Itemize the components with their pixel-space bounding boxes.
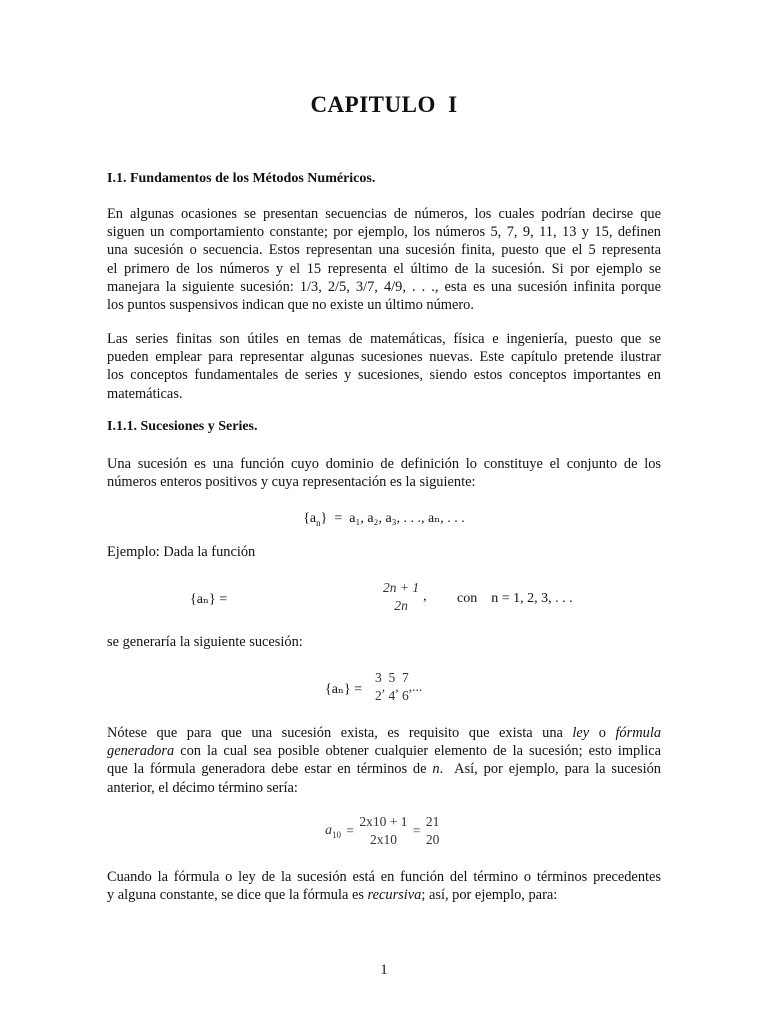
function-condition: con n = 1, 2, 3, . . . <box>457 591 573 606</box>
text-line: En algunas ocasiones se presentan secuencias de números, los cuales podrían decirse que <box>107 206 661 222</box>
sequence-lhs-close: } = <box>320 511 350 526</box>
fraction-denominator: 20 <box>425 832 440 847</box>
text-line <box>107 742 661 760</box>
fraction-numerator: 3 <box>375 670 382 685</box>
text-line: Las series finitas son útiles en temas de matemáticas, física e ingeniería, puesto que se <box>107 331 661 347</box>
emphasis-ley: ley <box>572 725 590 741</box>
fraction <box>402 670 409 704</box>
fraction-denominator: 2n <box>394 598 408 613</box>
ellipsis: ,... <box>408 679 423 694</box>
fraction-numerator: 2n + 1 <box>383 580 420 595</box>
text-line: los conceptos fundamentales de series y sucesiones, siendo estos conceptos importantes en <box>107 367 661 384</box>
text-line: el primero de los números y el 15 representa el último de la sucesión. Si por ejemplo se <box>107 260 661 277</box>
text-line: pueden emplear para representar algunas sucesiones nuevas. Este capítulo pretende ilustrar <box>107 349 661 366</box>
text-line <box>107 724 661 742</box>
separator: , <box>395 679 399 694</box>
emphasis-recursiva: recursiva <box>367 887 422 904</box>
tenth-term-formula <box>325 814 439 848</box>
emphasis-generadora: generadora <box>107 743 175 760</box>
text-line: Una sucesión es una función cuyo dominio de definición lo constituye el conjunto de los <box>107 456 661 472</box>
series-paragraph <box>107 330 661 403</box>
text-fragment: ; así, por ejemplo, para: <box>421 887 558 904</box>
equals-sign: = <box>346 823 354 838</box>
generated-text: se generaría la siguiente sucesión: <box>107 634 303 650</box>
fraction <box>383 580 419 614</box>
sequence-lhs: {a <box>303 511 317 526</box>
function-lhs: {aₙ} = <box>190 592 228 607</box>
text-line: manejara la siguiente sucesión: 1/3, 2/5, 3/7, 4/9, . . ., esta es una sucesión infinita porque <box>107 278 661 295</box>
recursive-paragraph <box>107 868 661 904</box>
sequence-rhs: a₁, a₂, a₃, . . ., aₙ, . . . <box>349 511 465 526</box>
separator: , <box>381 679 386 694</box>
generated-lhs: {aₙ} = <box>325 682 363 697</box>
term-symbol: a <box>325 823 332 838</box>
text-fragment: que la fórmula generadora debe estar en términos de <box>107 761 433 778</box>
fraction-numerator: 5 <box>388 670 396 685</box>
fraction-numerator: 7 <box>402 670 409 685</box>
text-line: los puntos suspensivos indican que no existe un último número. <box>107 297 474 314</box>
sequence-definition <box>0 510 768 528</box>
fraction-trailing-comma: , <box>423 589 427 604</box>
fraction-denominator: 6 <box>402 688 409 703</box>
section-heading: I.1. Fundamentos de los Métodos Numéricos. <box>107 171 376 186</box>
text-line: Cuando la fórmula o ley de la sucesión está en función del término o términos precedentes <box>107 869 661 885</box>
fraction <box>375 670 382 704</box>
intro-paragraph <box>107 205 661 314</box>
fraction <box>359 814 407 848</box>
text-line: números enteros positivos y cuya representación es la siguiente: <box>107 474 476 491</box>
text-line: anterior, el décimo término sería: <box>107 779 298 796</box>
text-fragment: Nótese que para que una sucesión exista, es requisito que exista una <box>107 725 573 741</box>
fraction-denominator: 4 <box>388 688 396 703</box>
formula-paragraph <box>107 724 661 797</box>
fraction-denominator: 2 <box>375 688 382 703</box>
text-line: siguen un comportamiento constante; por ejemplo, los números 5, 7, 9, 11, 13 y 15, definen <box>107 224 661 241</box>
equals-sign: = <box>412 823 421 838</box>
fraction-numerator: 21 <box>425 814 440 829</box>
subsection-heading: I.1.1. Sucesiones y Series. <box>107 419 258 434</box>
text-line: una sucesión o secuencia. Estos representan una sucesión finita, puesto que el 5 representa <box>107 242 661 259</box>
page-number: 1 <box>380 962 388 978</box>
text-fragment: o <box>589 725 616 741</box>
sequence-lhs-subscript: n <box>316 517 321 528</box>
generated-sequence <box>375 670 422 704</box>
fraction <box>426 814 440 848</box>
text-line: matemáticas. <box>107 385 183 402</box>
text-fragment: . Así, por ejemplo, para la sucesión <box>439 761 661 778</box>
text-fragment: con la cual sea posible obtener cualquier elemento de la sucesión; esto implica <box>174 743 661 760</box>
definition-paragraph <box>107 455 661 491</box>
fraction-numerator: 2x10 + 1 <box>359 814 408 829</box>
chapter-title: CAPITULO I <box>310 92 458 117</box>
text-line <box>107 886 661 904</box>
fraction-denominator: 2x10 <box>369 832 397 847</box>
term-subscript: 10 <box>332 830 341 840</box>
text-fragment: y alguna constante, se dice que la fórmula es <box>107 887 368 904</box>
example-intro: Ejemplo: Dada la función <box>107 544 256 560</box>
emphasis-n: n <box>432 761 440 778</box>
emphasis-formula: fórmula <box>615 725 662 741</box>
text-line <box>107 760 661 778</box>
function-fraction <box>383 580 427 614</box>
